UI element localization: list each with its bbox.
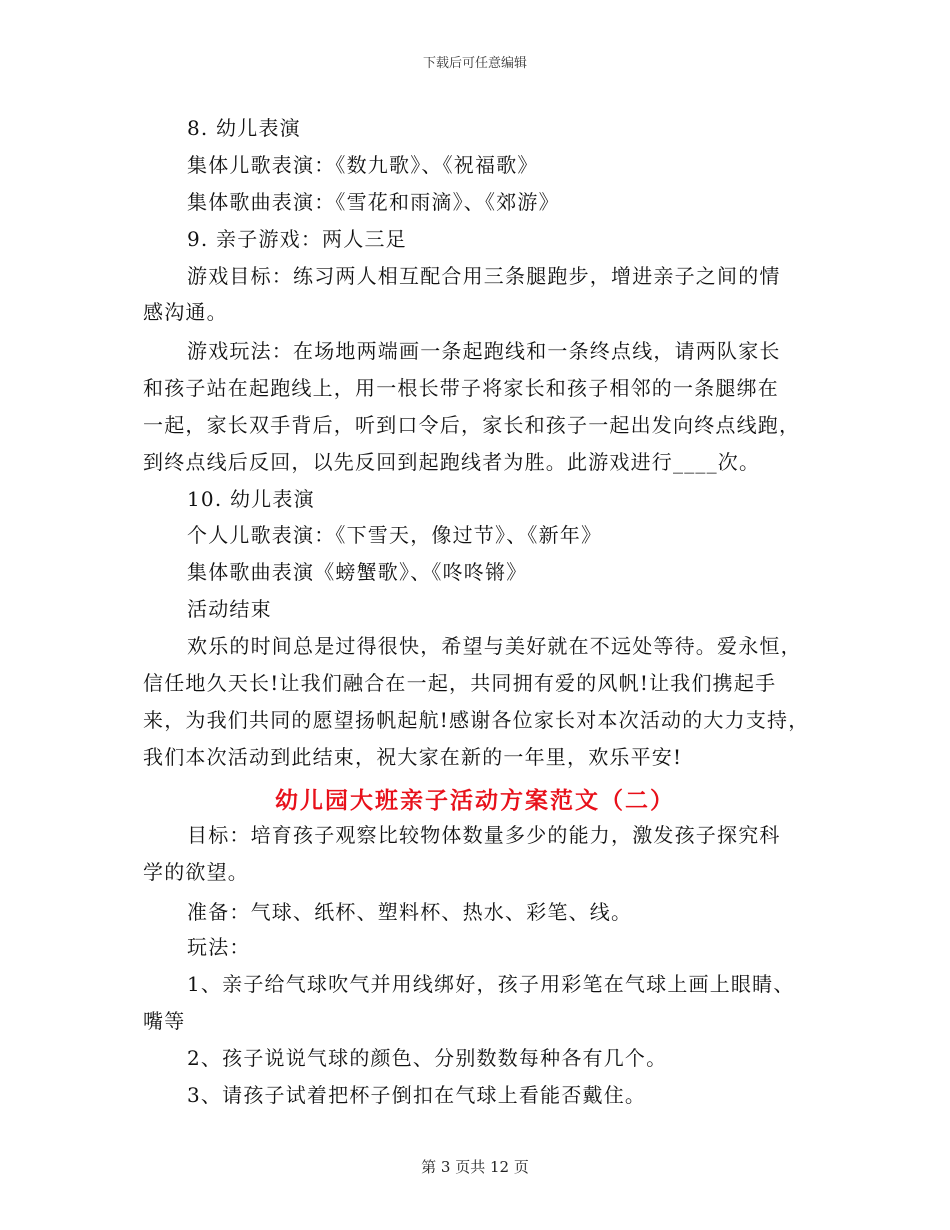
- item10-heading: 10. 幼儿表演: [187, 487, 315, 511]
- s2-step1-line2: 嘴等: [143, 1009, 186, 1033]
- activity-end-line4: 我们本次活动到此结束，祝大家在新的一年里，欢乐平安!: [143, 745, 683, 769]
- s2-goal-line1: 目标：培育孩子观察比较物体数量多少的能力，激发孩子探究科: [187, 823, 781, 847]
- activity-end-heading: 活动结束: [187, 597, 272, 621]
- item8-line2: 集体歌曲表演：《雪花和雨滴》、《郊游》: [187, 190, 560, 214]
- page-number-footer: 第 3 页共 12 页: [421, 1158, 529, 1176]
- s2-step2: 2、孩子说说气球的颜色、分别数数每种各有几个。: [187, 1046, 668, 1070]
- game-goal-line2: 感沟通。: [143, 300, 228, 324]
- section-title: 幼儿园大班亲子活动方案范文（二）: [275, 787, 675, 814]
- s2-method-heading: 玩法：: [187, 935, 251, 959]
- item8-line1: 集体儿歌表演：《数九歌》、《祝福歌》: [187, 153, 539, 177]
- game-goal-line1: 游戏目标：练习两人相互配合用三条腿跑步，增进亲子之间的情: [187, 264, 781, 288]
- game-play-line3: 一起，家长双手背后，听到口令后，家长和孩子一起出发向终点线跑，: [143, 413, 801, 437]
- page-header-note: 下载后可任意编辑: [422, 56, 527, 71]
- item8-heading: 8. 幼儿表演: [187, 116, 301, 140]
- s2-preparation: 准备：气球、纸杯、塑料杯、热水、彩笔、线。: [187, 900, 633, 924]
- activity-end-line2: 信任地久天长!让我们融合在一起，共同拥有爱的风帆!让我们携起手: [143, 671, 777, 695]
- activity-end-line3: 来，为我们共同的愿望扬帆起航!感谢各位家长对本次活动的大力支持，: [143, 708, 810, 732]
- game-play-line4: 到终点线后反回，以先反回到起跑线者为胜。此游戏进行____次。: [143, 450, 761, 474]
- game-play-line2: 和孩子站在起跑线上，用一根长带子将家长和孩子相邻的一条腿绑在: [143, 376, 779, 400]
- s2-step1-line1: 1、亲子给气球吹气并用线绑好，孩子用彩笔在气球上画上眼睛、: [187, 972, 795, 996]
- item10-line2: 集体歌曲表演《螃蟹歌》、《咚咚锵》: [187, 560, 528, 584]
- game-play-line1: 游戏玩法：在场地两端画一条起跑线和一条终点线，请两队家长: [187, 339, 781, 363]
- item9-heading: 9. 亲子游戏：两人三足: [187, 227, 407, 251]
- activity-end-line1: 欢乐的时间总是过得很快，希望与美好就在不远处等待。爱永恒，: [187, 634, 802, 658]
- s2-goal-line2: 学的欲望。: [143, 860, 249, 884]
- s2-step3: 3、请孩子试着把杯子倒扣在气球上看能否戴住。: [187, 1083, 647, 1107]
- item10-line1: 个人儿歌表演：《下雪天，像过节》、《新年》: [187, 523, 603, 547]
